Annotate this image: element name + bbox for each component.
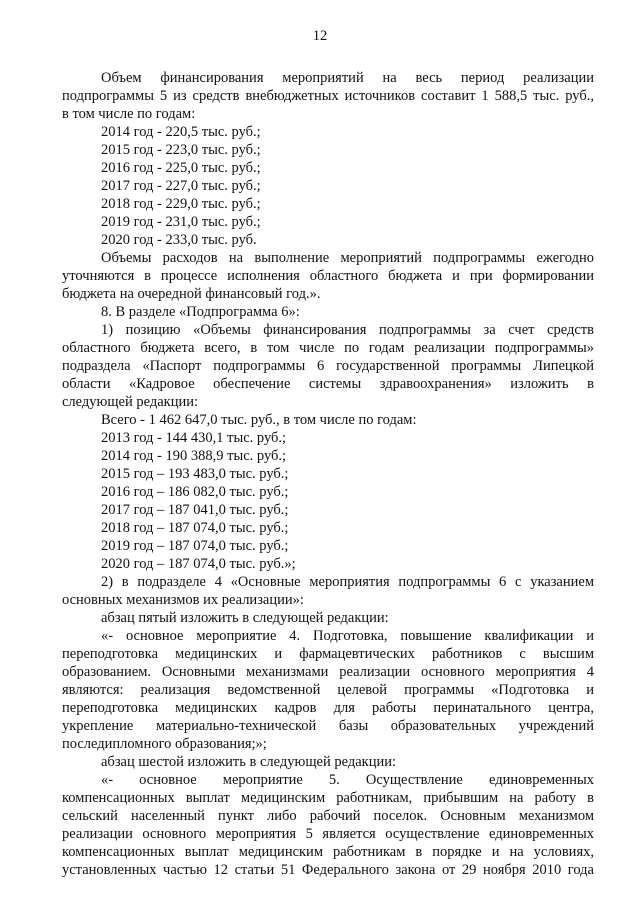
text-line: 8. В разделе «Подпрограмма 6»:: [101, 304, 300, 320]
text-line: последипломного образования;»;: [62, 736, 267, 752]
text-line: компенсационных выплат медицинским работникам, прибывшим на работу в: [62, 790, 594, 806]
text-line: 2013 год - 144 430,1 тыс. руб.;: [101, 430, 287, 446]
text-line: Объемы расходов на выполнение мероприятий подпрограммы ежегодно: [101, 250, 594, 266]
text-line: основных механизмов их реализации»:: [62, 592, 304, 608]
page-number: 12: [312, 28, 328, 44]
text-line: переподготовка медицинских кадров для работы перинатального центра,: [62, 700, 594, 716]
text-line: «- основное мероприятие 4. Подготовка, повышение квалификации и: [101, 628, 594, 644]
text-line: переподготовка медицинских и фармацевтических работников с высшим: [62, 646, 594, 662]
text-line: Объем финансирования мероприятий на весь период реализации: [101, 70, 594, 86]
text-line: сельский населенный пункт либо рабочий поселок. Основным механизмом: [62, 808, 594, 824]
text-line: 2017 год - 227,0 тыс. руб.;: [101, 178, 261, 194]
text-line: «- основное мероприятие 5. Осуществление единовременных: [101, 772, 594, 788]
text-line: установленных частью 12 статьи 51 Федерального закона от 29 ноября 2010 года: [62, 862, 594, 878]
text-line: абзац шестой изложить в следующей редакции:: [101, 754, 396, 770]
text-line: 2016 год - 225,0 тыс. руб.;: [101, 160, 261, 176]
text-line: 1) позицию «Объемы финансирования подпрограммы за счет средств: [101, 322, 594, 338]
text-line: 2020 год - 233,0 тыс. руб.: [101, 232, 257, 248]
text-line: 2020 год – 187 074,0 тыс. руб.»;: [101, 556, 296, 572]
text-line: 2014 год - 220,5 тыс. руб.;: [101, 124, 261, 140]
text-line: являются: реализация ведомственной целевой программы «Подготовка и: [62, 682, 594, 698]
text-line: укрепление материально-технической базы образовательных учреждений: [62, 718, 594, 734]
text-line: областного бюджета всего, в том числе по годам реализации подпрограммы»: [62, 340, 594, 356]
text-line: 2) в подразделе 4 «Основные мероприятия подпрограммы 6 с указанием: [101, 574, 594, 590]
text-line: 2018 год – 187 074,0 тыс. руб.;: [101, 520, 289, 536]
text-line: уточняются в процессе исполнения областного бюджета и при формировании: [62, 268, 594, 284]
text-line: 2015 год - 223,0 тыс. руб.;: [101, 142, 261, 158]
text-line: бюджета на очередной финансовый год.».: [62, 286, 321, 302]
text-line: 2015 год – 193 483,0 тыс. руб.;: [101, 466, 289, 482]
text-line: следующей редакции:: [62, 394, 199, 410]
text-line: подпрограммы 5 из средств внебюджетных источников составит 1 588,5 тыс. руб.,: [62, 88, 594, 104]
text-line: абзац пятый изложить в следующей редакции:: [101, 610, 389, 626]
text-line: Всего - 1 462 647,0 тыс. руб., в том числе по годам:: [101, 412, 417, 428]
text-line: образованием. Основными механизмами реализации основного мероприятия 4: [62, 664, 594, 680]
text-line: реализации основного мероприятия 5 является осуществление единовременных: [62, 826, 594, 842]
text-line: 2016 год – 186 082,0 тыс. руб.;: [101, 484, 289, 500]
text-line: компенсационных выплат медицинским работникам в порядке и на условиях,: [62, 844, 594, 860]
text-line: 2019 год - 231,0 тыс. руб.;: [101, 214, 261, 230]
text-line: подраздела «Паспорт подпрограммы 6 государственной программы Липецкой: [62, 358, 594, 374]
text-line: 2014 год - 190 388,9 тыс. руб.;: [101, 448, 287, 464]
text-line: 2019 год – 187 074,0 тыс. руб.;: [101, 538, 289, 554]
text-line: в том числе по годам:: [62, 106, 196, 122]
text-line: области «Кадровое обеспечение системы здравоохранения» изложить в: [62, 376, 594, 392]
text-line: 2017 год – 187 041,0 тыс. руб.;: [101, 502, 289, 518]
text-line: 2018 год - 229,0 тыс. руб.;: [101, 196, 261, 212]
